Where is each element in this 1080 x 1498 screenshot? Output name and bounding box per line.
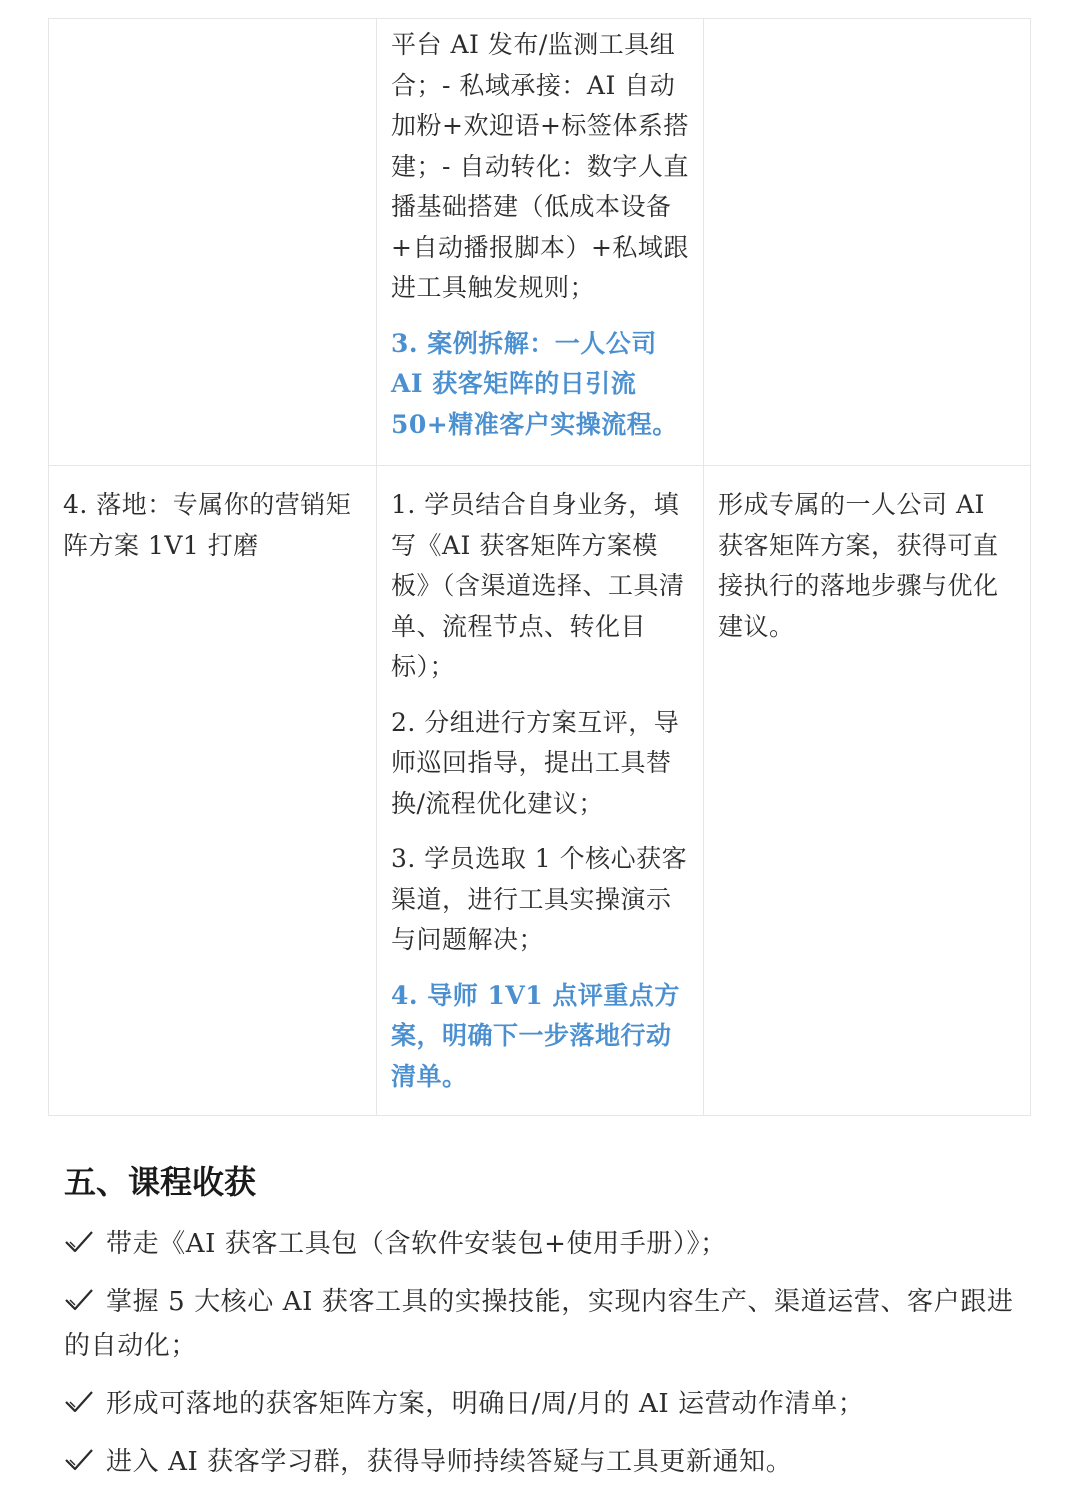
content-item: 2. 分组进行方案互评，导师巡回指导，提出工具替换/流程优化建议； <box>391 707 680 818</box>
checkmark-icon <box>64 1287 94 1313</box>
content-item: 1. 学员结合自身业务，填写《AI 获客矩阵方案模板》（含渠道选择、工具清单、流程节点、转化目标）； <box>391 490 685 681</box>
course-table <box>48 18 1031 1116</box>
table-cell-module <box>49 466 377 1116</box>
list-item <box>64 1440 1034 1484</box>
table-row <box>49 19 1031 466</box>
list-item <box>64 1382 1034 1426</box>
outcome-text: 形成专属的一人公司 AI 获客矩阵方案，获得可直接执行的落地步骤与优化建议。 <box>718 490 999 641</box>
list-item-text: 带走《AI 获客工具包（含软件安装包+使用手册）》； <box>106 1229 727 1259</box>
table-cell-outcome <box>704 466 1031 1116</box>
content-highlight: 4. 导师 1V1 点评重点方案，明确下一步落地行动清单。 <box>391 980 680 1091</box>
content-highlight: 3. 案例拆解：一人公司 AI 获客矩阵的日引流 50+精准客户实操流程。 <box>391 328 678 439</box>
module-title: 4. 落地：专属你的营销矩阵方案 1V1 打磨 <box>63 490 352 560</box>
list-item-text: 进入 AI 获客学习群，获得导师持续答疑与工具更新通知。 <box>106 1447 793 1477</box>
table-cell-module <box>49 19 377 466</box>
section-title: 五、课程收获 <box>64 1163 257 1201</box>
table-row <box>49 466 1031 1116</box>
table-cell-outcome <box>704 19 1031 466</box>
checkmark-icon <box>64 1229 94 1255</box>
checkmark-icon <box>64 1447 94 1473</box>
table-cell-content <box>377 466 704 1116</box>
list-item-text: 形成可落地的获客矩阵方案，明确日/周/月的 AI 运营动作清单； <box>106 1389 865 1419</box>
list-item-text: 掌握 5 大核心 AI 获客工具的实操技能，实现内容生产、渠道运营、客户跟进的自动化； <box>64 1287 1014 1361</box>
content-text: 平台 AI 发布/监测工具组合；- 私域承接：AI 自动加粉+欢迎语+标签体系搭建；- 自动转化：数字人直播基础搭建（低成本设备+自动播报脚本）+私域跟进工具触发规则； <box>391 30 689 302</box>
content-item: 3. 学员选取 1 个核心获客渠道，进行工具实操演示与问题解决； <box>391 844 688 954</box>
table-cell-content <box>377 19 704 466</box>
gains-list <box>64 1222 1034 1498</box>
checkmark-icon <box>64 1389 94 1415</box>
list-item <box>64 1280 1034 1368</box>
list-item <box>64 1222 1034 1266</box>
